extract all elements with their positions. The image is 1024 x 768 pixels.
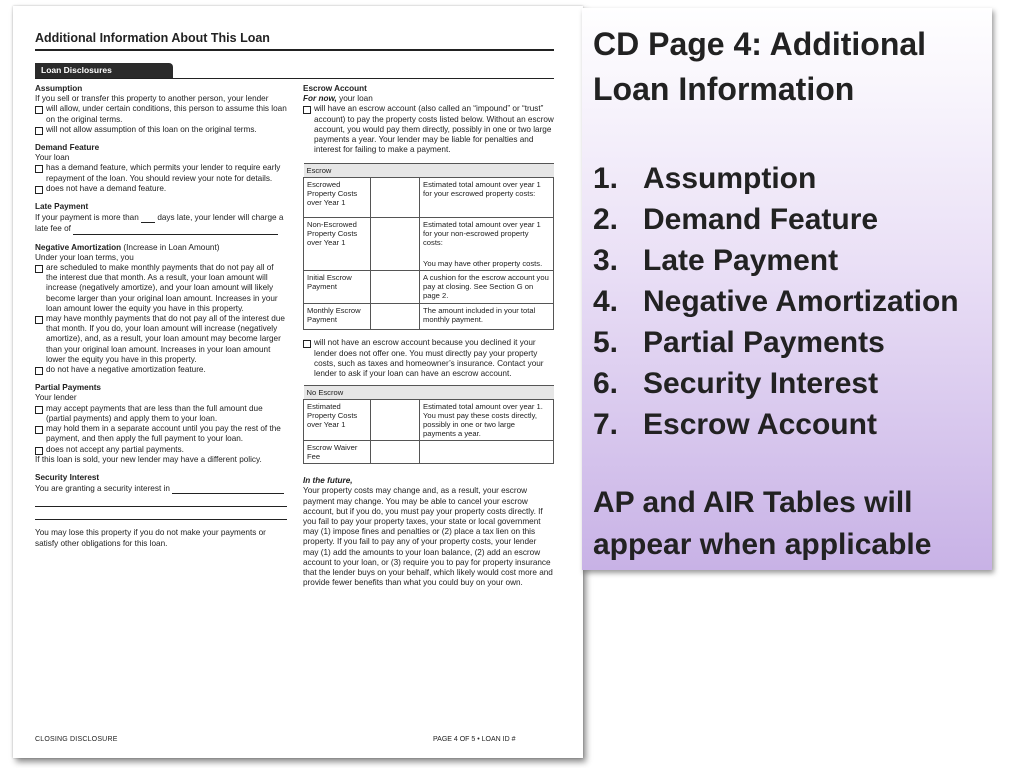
row-desc: The amount included in your total monthly payment. [420,304,554,330]
partial-payments-note: If this loan is sold, your new lender may have a different policy. [35,454,262,464]
negative-amortization-option [35,314,287,365]
security-interest-note: You may lose this property if you do not make your payments or satisfy other obligations for this loan. [35,528,266,548]
document-title: Additional Information About This Loan [35,31,270,45]
demand-feature-option [35,163,287,183]
option-text: does not accept any partial payments. [46,444,184,454]
row-value[interactable] [371,441,420,464]
row-label: Initial Escrow Payment [304,271,371,304]
security-interest-line [35,483,287,494]
partial-payments-heading: Partial Payments [35,383,101,393]
row-label: Escrowed Property Costs over Year 1 [304,178,371,218]
late-payment-heading: Late Payment [35,202,89,212]
list-item [593,404,959,445]
future-text: Your property costs may change and, as a result, your escrow payment may change. You may be able to cancel your escrow account, but if you do, you must pay your property costs directly. If you fail to pay your property taxes, your state or local government may (1) impose fines and penalties or (2) place a tax lien on this property. If you fail to pay any of your property costs, your lender may (1) add the amounts to your loan balance, (2) add an escrow account to your loan, or (3) require you to pay for property insurance that the lender buys on your behalf, which likely would cost more and provide fewer benefits than what you could buy on your own. [303,486,553,588]
security-interest-text: You are granting a security interest in [35,484,170,494]
blank-line[interactable] [35,507,287,520]
assumption-option [35,104,287,124]
row-label: Non-Escrowed Property Costs over Year 1 [304,218,371,271]
days-blank[interactable] [141,212,155,223]
option-text: will not allow assumption of this loan on the original terms. [46,124,257,134]
row-extra-text: You may have other property costs. [423,259,543,269]
table-row [304,178,554,218]
right-column [303,84,554,588]
row-value[interactable] [371,178,420,218]
row-desc: Estimated total amount over year 1. You must pay these costs directly, possibly in one or two large payments a year. [420,400,554,441]
no-escrow-table-header: No Escrow [304,386,554,400]
late-payment-text-c: late fee of [35,224,71,234]
option-text: may accept payments that are less than the full amount due (partial payments) and apply them to your loan. [46,403,263,423]
demand-feature-intro: Your loan [35,153,70,163]
row-value[interactable] [371,271,420,304]
closing-disclosure-page [13,6,583,758]
row-value[interactable] [371,304,420,330]
table-row [304,304,554,330]
demand-feature-heading: Demand Feature [35,143,100,153]
section-tab-loan-disclosures: Loan Disclosures [35,63,173,78]
option-text: will have an escrow account (also called an “impound” or “trust” account) to pay the property costs listed below. Without an escrow account, you would pay them directly, possibly in one or two large payments a year. Your lender may be liable for penalties and interest for failing to make a payment. [314,104,554,155]
list-item [593,158,959,199]
slide-note: AP and AIR Tables will appear when applicable [593,486,932,561]
table-row [304,218,554,271]
row-value[interactable] [371,218,420,271]
row-label: Escrow Waiver Fee [304,441,371,464]
topic-list [593,158,959,445]
late-fee-line [35,223,287,234]
negative-amortization-subtitle: (Increase in Loan Amount) [123,242,220,252]
negative-amortization-option [35,263,287,314]
list-number: 4. [593,285,619,318]
partial-payments-option [35,424,287,444]
list-number: 1. [593,162,619,195]
list-number: 7. [593,408,619,441]
will-not-text-b: you declined it [465,338,518,348]
row-desc [420,218,554,271]
negative-amortization-heading [35,243,287,253]
list-number: 2. [593,203,619,236]
footer-left: CLOSING DISCLOSURE [35,736,118,743]
future-heading: In the future, [303,476,353,486]
table-row [304,400,554,441]
escrow-will-not-option [303,338,554,379]
table-row [304,271,554,304]
row-value[interactable] [371,400,420,441]
table-row [304,441,554,464]
checkbox[interactable] [35,186,43,194]
demand-feature-option [35,184,287,194]
option-text: do not have a negative amortization feature. [46,365,206,375]
escrow-table [303,163,554,330]
row-label: Estimated Property Costs over Year 1 [304,400,371,441]
checkbox[interactable] [35,127,43,135]
escrow-table-header: Escrow [304,164,554,178]
row-desc: A cushion for the escrow account you pay at closing. See Section G on page 2. [420,271,554,304]
list-label: Assumption [643,162,817,195]
row-desc: Estimated total amount over year 1 for your escrowed property costs: [420,178,554,218]
option-text: are scheduled to make monthly payments that do not pay all of the interest due that month. As a result, your loan amount will increase (negatively amortize), and your loan amount will likely become larger than your original loan amount. Increases in your loan amount lower the equity you have in this property. [46,263,278,313]
partial-payments-option [35,445,287,455]
assumption-heading: Assumption [35,84,83,93]
will-not-text-a: will not have an escrow account because [314,338,463,348]
security-interest-blank[interactable] [172,483,284,494]
list-label: Negative Amortization [643,285,959,318]
checkbox[interactable] [35,165,43,173]
slide-panel [582,8,992,570]
checkbox[interactable] [35,447,43,455]
checkbox[interactable] [35,406,43,414]
negative-amortization-option [35,365,287,375]
list-number: 5. [593,326,619,359]
row-desc [420,441,554,464]
will-not-text-c: your lender does not offer one. You must directly pay your property costs, such as taxes and homeowner’s insurance. Contact your lender to ask if your loan can have an escrow account. [314,338,544,379]
negative-amortization-title: Negative Amortization [35,242,122,252]
assumption-intro: If you sell or transfer this property to another person, your lender [35,94,269,104]
slide-title: CD Page 4: Additional Loan Information [593,26,927,107]
late-fee-blank[interactable] [73,223,278,234]
partial-payments-option [35,404,287,424]
checkbox[interactable] [35,367,43,375]
for-now-label: For now, [303,94,337,104]
escrow-heading: Escrow Account [303,84,367,93]
checkbox[interactable] [35,265,43,273]
option-text: may hold them in a separate account until you pay the rest of the payment, and then apply the full payment to your loan. [46,424,281,444]
escrow-will-have-option [303,104,554,155]
list-label: Escrow Account [643,408,877,441]
option-text: will allow, under certain conditions, this person to assume this loan on the original terms. [46,104,287,124]
negative-amortization-intro: Under your loan terms, you [35,252,134,262]
row-desc-text: Estimated total amount over year 1 for your non-escrowed property costs: [423,220,541,248]
late-payment-text [35,212,287,223]
list-item [593,322,959,363]
escrow-for-now [303,94,554,104]
not-offered-checkbox[interactable] [303,340,311,348]
list-label: Demand Feature [643,203,879,236]
checkbox[interactable] [35,426,43,434]
late-payment-text-b: days late, your lender will charge a [157,213,284,223]
list-number: 6. [593,367,619,400]
list-label: Security Interest [643,367,879,400]
list-label: Partial Payments [643,326,885,359]
checkbox[interactable] [35,316,43,324]
section-divider [35,78,554,79]
footer-right: PAGE 4 OF 5 • LOAN ID # [433,736,516,743]
for-now-text: your loan [339,94,373,104]
list-item [593,363,959,404]
no-escrow-table [303,385,554,464]
list-label: Late Payment [643,244,839,277]
option-text: may have monthly payments that do not pay all of the interest due that month. If you do, your loan amount will increase (negatively amortize), and, as a result, your loan amount may become larger than your original loan amount. Increases in your loan amount lower the equity you have in this property. [46,314,285,364]
assumption-option [35,125,287,135]
list-item [593,199,959,240]
title-divider [35,49,554,51]
late-payment-text-a: If your payment is more than [35,213,139,223]
option-text: has a demand feature, which permits your lender to require early repayment of the loan. You should review your note for details. [46,163,281,183]
checkbox[interactable] [35,106,43,114]
list-number: 3. [593,244,619,277]
blank-line[interactable] [35,494,287,507]
option-text: does not have a demand feature. [46,183,167,193]
list-item [593,240,959,281]
row-label: Monthly Escrow Payment [304,304,371,330]
left-column [35,84,287,549]
checkbox[interactable] [303,106,311,114]
list-item [593,281,959,322]
security-interest-heading: Security Interest [35,472,100,482]
partial-payments-intro: Your lender [35,393,77,403]
